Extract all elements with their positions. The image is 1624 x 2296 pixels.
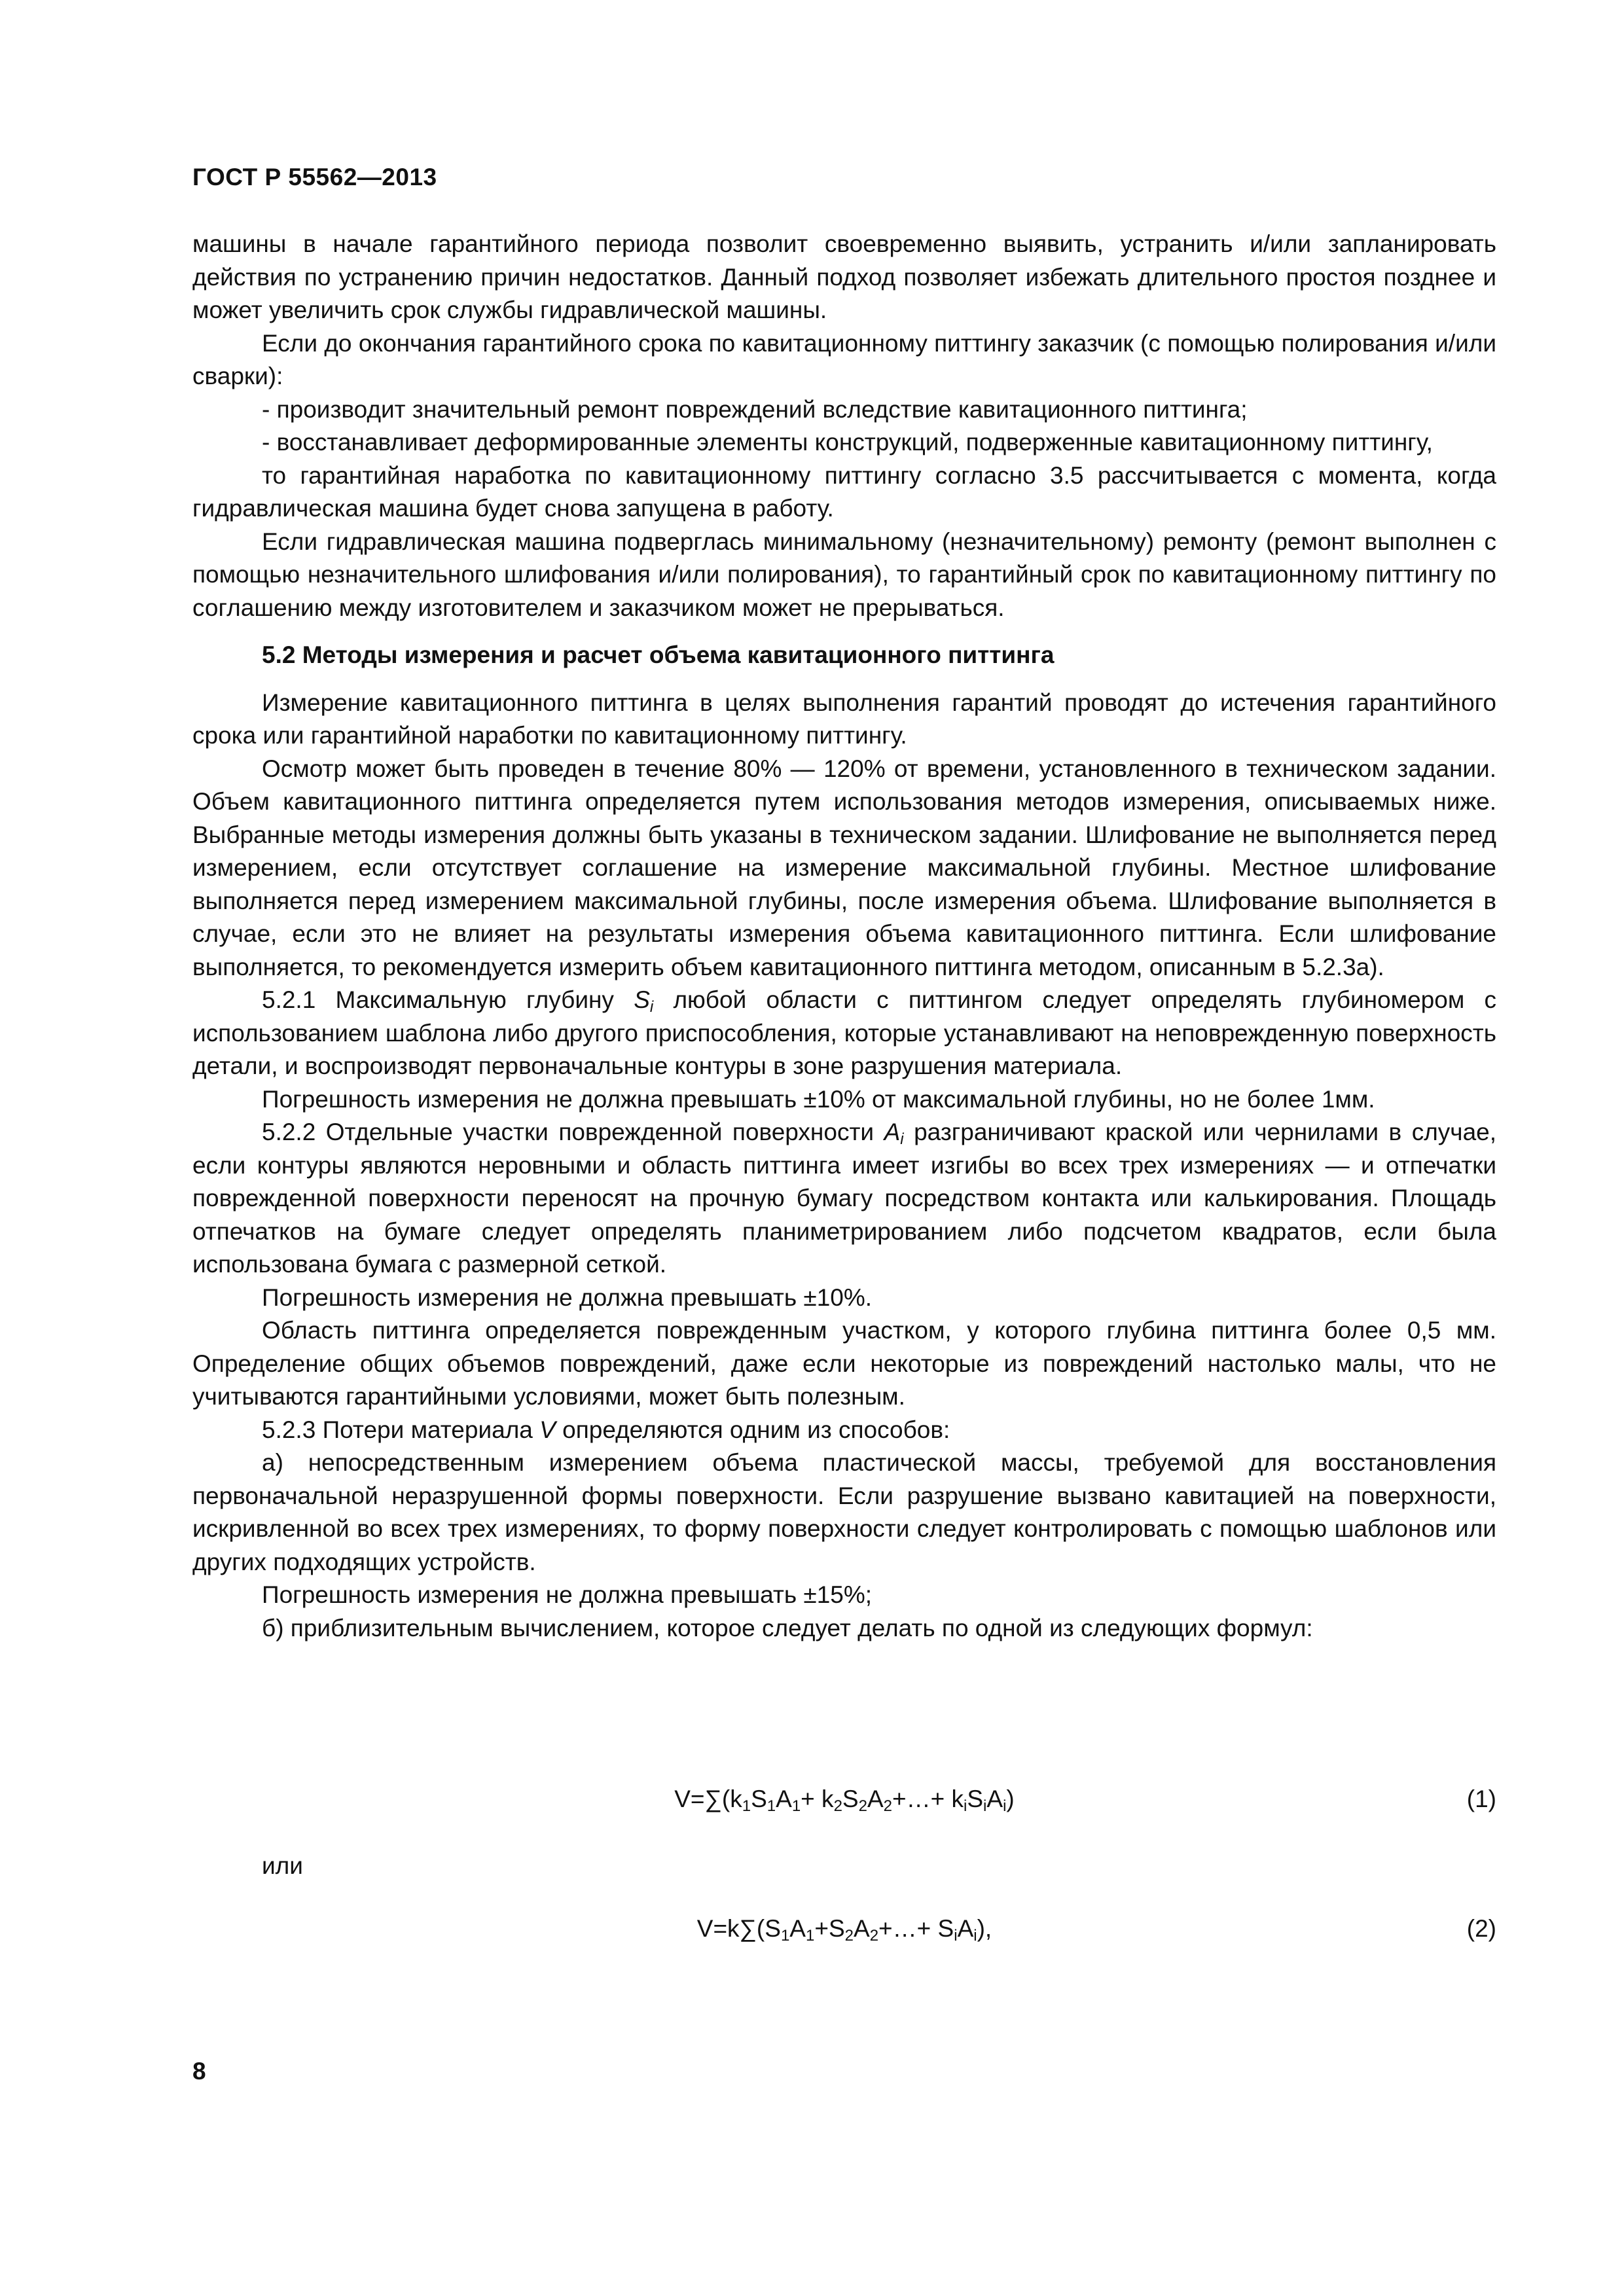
paragraph: машины в начале гарантийного периода позволит своевременно выявить, устранить и/или запланировать действия по устранению причин недостатков. Данный подход позволяет избежать длительного простоя позднее и может увеличить срок службы гидравлической машины. — [192, 230, 1496, 323]
clause-5-2-1: 5.2.1 Максимальную глубину $S_i$ любой области с питтингом следует определять глубиномером с использованием шаблона либо другого приспособления, которые устанавливают на неповрежденную поверхность детали, и воспроизводят первоначальные контуры в зоне разрушения материала. — [192, 986, 1497, 1079]
section-title: 5.2 Методы измерения и расчет объема кавитационного питтинга — [262, 641, 1055, 668]
list-item: - восстанавливает деформированные элементы конструкций, подверженные кавитационному питтингу, — [262, 429, 1433, 456]
paragraph: Погрешность измерения не должна превышать ±10% от максимальной глубины, но не более 1мм. — [262, 1085, 1375, 1113]
list-item: б) приблизительным вычислением, которое следует делать по одной из следующих формул: — [262, 1614, 1313, 1641]
paragraph: Если до окончания гарантийного срока по кавитационному питтингу заказчик (с помощью полирования и/или сварки): — [192, 329, 1496, 389]
clause-5-2-2: 5.2.2 Отдельные участки поврежденной поверхности $A_i$ разграничивают краской или чернилами в случае, если контуры являются неровными и область питтинга имеет изгибы во всех трех измерениях — и отпечатки поврежденной поверхности переносят на прочную бумагу посредством контакта или калькирования. Площадь отпечатков на бумаге следует определять планиметрированием либо подсчетом квадратов, если была использована бумага с размерной сеткой. — [192, 1119, 1496, 1278]
page-number: 8 — [192, 2058, 206, 2085]
list-item: а) непосредственным измерением объема пластической массы, требуемой для восстановления первоначальной неразрушенной формы поверхности. Если разрушение вызвано кавитацией на поверхности, искривленной во всех трех измерениях, то форму поверхности следует контролировать с помощью шаблонов или других подходящих устройств. — [192, 1449, 1496, 1575]
paragraph: Измерение кавитационного питтинга в целях выполнения гарантий проводят до истечения гарантийного срока или гарантийной наработки по кавитационному питтингу. — [192, 689, 1496, 749]
formula-2 — [192, 1915, 1496, 1948]
paragraph: Осмотр может быть проведен в течение 80% — 120% от времени, установленного в техническом задании. Объем кавитационного питтинга определяется путем использования методов измерения, описываемых ниже. Выбранные методы измерения должны быть указаны в техническом задании. Шлифование не выполняется перед измерением, если отсутствует соглашение на измерение максимальной глубины. Местное шлифование выполняется перед измерением максимальной глубины, после измерения объема. Шлифование выполняется в случае, если это не влияет на результаты измерения объема кавитационного питтинга. Если шлифование выполняется, то рекомендуется измерить объем кавитационного питтинга методом, описанным в 5.2.3а). — [192, 755, 1496, 980]
paragraph: Если гидравлическая машина подверглась минимальному (незначительному) ремонту (ремонт выполнен с помощью незначительного шлифования и/или полирования), то гарантийный срок по кавитационному питтингу по соглашению между изготовителем и заказчиком может не прерываться. — [192, 528, 1496, 621]
formula-2-number: (2) — [1466, 1915, 1496, 1942]
paragraph: Область питтинга определяется поврежденным участком, у которого глубина питтинга более 0,5 мм. Определение общих объемов повреждений, даже если некоторые из повреждений настолько малы, что не учитываются гарантийными условиями, может быть полезным. — [192, 1317, 1496, 1410]
paragraph: Погрешность измерения не должна превышать ±10%. — [262, 1283, 873, 1311]
formula-1-number: (1) — [1466, 1785, 1496, 1812]
paragraph: Погрешность измерения не должна превышать ±15%; — [262, 1581, 873, 1608]
list-item: - производит значительный ремонт повреждений вследствие кавитационного питтинга; — [262, 395, 1248, 423]
or-word: или — [262, 1852, 303, 1879]
paragraph: то гарантийная наработка по кавитационному питтингу согласно 3.5 рассчитывается с момента, когда гидравлическая машина будет снова запущена в работу. — [192, 461, 1496, 522]
body-text — [192, 228, 1496, 1645]
formula-1-expression: $V=\sum(k_1S_1A_1+$ $k_2S_2A_2+\dots+ k_iS_iA_i$) — [674, 1785, 1015, 1815]
clause-5-2-3: 5.2.3 Потери материала V определяются одним из способов: — [262, 1416, 950, 1443]
formula-1 — [192, 1785, 1496, 1818]
document-header: ГОСТ Р 55562—2013 — [192, 164, 437, 190]
formula-2-expression: $V=k\sum(S_1A_1+S_2A_2+\dots+ S_iA_i)$, — [696, 1915, 992, 1945]
